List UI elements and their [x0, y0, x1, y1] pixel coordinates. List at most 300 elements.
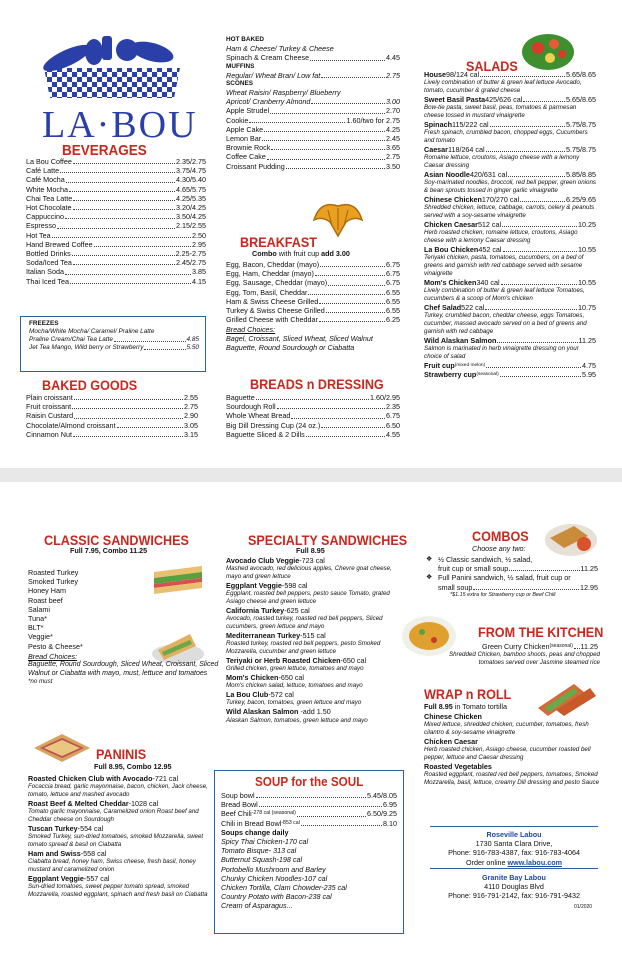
panini-name: Roast Beef & Melted Cheddar: [28, 799, 129, 809]
specialty-desc: Grilled chicken, green lettuce, tomatoes and mayo: [226, 665, 364, 673]
soup-box: [214, 770, 404, 934]
specialty-cal: -572 cal: [268, 690, 294, 700]
dot-leader: [72, 402, 183, 409]
soup-name: Bread Bowl: [221, 800, 258, 810]
salad-price: 5.75/8.75: [566, 145, 596, 155]
menu-item-row: [26, 258, 206, 267]
item-name: Baguette: [226, 393, 255, 402]
panini-heading: [28, 799, 212, 808]
salad-cal: (seasonal): [476, 372, 499, 378]
specialty-heading: [226, 631, 408, 640]
breakfast-title: BREAKFAST: [240, 234, 318, 250]
specialty-subtitle: Full 8.95: [296, 546, 325, 555]
menu-item-row: [226, 162, 400, 171]
salad-desc: Salmon is marinated in herb vinaigrette dressing on your choice of salad: [424, 345, 579, 361]
item-price: 2.75: [184, 402, 198, 412]
soup-daily-item: Portobello Mushroom and Barley: [221, 864, 326, 874]
dot-leader: [320, 260, 385, 267]
item-name: Turkey & Swiss Cheese Grilled: [226, 306, 325, 316]
item-price: 2.95: [192, 239, 206, 249]
salad-row: [424, 145, 596, 154]
menu-item-row: [26, 430, 198, 439]
item-price: 6.50: [386, 420, 400, 430]
menu-item-row: [26, 402, 198, 411]
item-price: 2.45/2.75: [176, 258, 206, 268]
breakfast-bread: [226, 325, 406, 353]
item-name: Thai Iced Tea: [26, 276, 70, 286]
menu-item-row: [226, 430, 400, 439]
menu-item-row: [226, 393, 400, 402]
soup-daily-item: Chicken Tortilla, Clam Chowder-235 cal: [221, 883, 347, 893]
item-name: Coffee Cake: [226, 152, 266, 162]
salad-row: [424, 70, 596, 79]
hot-baked-line2: Spinach & Cream Cheese 4.45: [226, 53, 400, 63]
dot-leader: [486, 361, 581, 368]
combos-options: [426, 555, 598, 600]
dot-leader: [503, 245, 577, 252]
menu-item-row: [26, 277, 206, 286]
dot-leader: [72, 249, 175, 256]
item-name: Hot Tea: [26, 230, 51, 240]
panini-photo-icon: [32, 730, 92, 766]
item-price: 4.55: [386, 429, 400, 439]
item-price: 4.30/5.40: [176, 175, 206, 185]
breakfast-bread-line1: Bagel, Croissant, Sliced Wheat, Sliced Walnut: [226, 334, 373, 344]
item-name: Hand Brewed Coffee: [26, 239, 93, 249]
salad-desc: Lively combination of butter & green leaf lettuce Avocado, tomato, cucumber & grated cheese: [424, 79, 582, 95]
kitchen-item: Green Curry Chicken (seasonal) 11.25: [482, 642, 598, 651]
salad-desc: Bow-tie pasta, sweet basil, peas, tomatoes & parmesan cheese tossed in mustard vinaigrette: [424, 104, 577, 120]
classic-bread: [28, 652, 228, 686]
dot-leader: [301, 819, 382, 826]
salad-row: [424, 303, 596, 312]
classic-note: *no must: [28, 678, 53, 686]
wrap-desc: Herb roasted chicken, Asiago cheese, cucumber roasted bell pepper, lettuce and Caesar dressing: [424, 746, 591, 762]
breads-title: BREADS n DRESSING: [250, 376, 384, 392]
panini-desc: Sun-dried tomatoes, sweet pepper tomato spread, smoked Mozzarella, roasted eggplant, spinach and fresh basil on Ciabatta: [28, 883, 208, 899]
breads-list: [226, 393, 400, 439]
soup-row: [221, 800, 397, 809]
salads-title: SALADS: [466, 58, 518, 74]
salad-name: Chef Salad: [424, 303, 462, 313]
salad-cal: 340 cal: [476, 278, 500, 288]
classic-item: Roast beef: [28, 595, 63, 605]
dot-leader: [70, 277, 191, 284]
dot-leader: [73, 258, 175, 265]
breakfast-list: [226, 260, 400, 324]
salad-row: [424, 195, 596, 204]
salad-name: Fruit cup: [424, 360, 455, 370]
wrap-name: Roasted Vegetables: [424, 762, 492, 772]
salad-name: Sweet Basil Pasta: [424, 95, 486, 105]
salad-photo-icon: [520, 22, 576, 72]
menu-item-row: [26, 203, 206, 212]
freezes-line2: Praline Cream/Chai Tea Latte 4.85: [29, 336, 199, 344]
item-price: 4.25/5.35: [176, 193, 206, 203]
dot-leader: [490, 120, 565, 127]
freezes-box: [20, 316, 206, 372]
specialty-name: Avocado Club Veggie: [226, 556, 300, 565]
item-name: Croissant Pudding: [226, 161, 285, 171]
item-name: Hot Chocolate: [26, 203, 72, 213]
dot-leader: [501, 278, 577, 285]
breakfast-bread-title: Bread Choices:: [226, 325, 276, 334]
item-name: Cappuccino: [26, 212, 64, 222]
item-name: Baguette Sliced & 2 Dills: [226, 429, 305, 439]
specialty-heading: [226, 606, 408, 615]
scones-title: SCONES: [226, 79, 253, 87]
freezes-line1: Mocha/White Mocha/ Caramel/ Praline Latte: [29, 328, 155, 336]
wrap-desc: Roasted eggplant, roasted red bell peppers, tomatoes, Smoked Mozzarella, basil, lettuce, creamy Dill dressing and pesto Sauce: [424, 771, 600, 787]
hot-baked-list: [226, 106, 400, 170]
roseville-phone: Phone: 916-783-4387, fax: 916-783-4064: [448, 848, 580, 858]
dot-leader: [271, 143, 385, 150]
item-price: 3.50: [386, 161, 400, 171]
specialty-heading: [226, 690, 408, 699]
menu-item-row: [226, 315, 400, 324]
menu-date: 01/2020: [574, 904, 593, 910]
item-name: Italian Soda: [26, 267, 64, 277]
item-name: Café Mocha: [26, 175, 65, 185]
combo-option-2: ❖ Full Panini sandwich, ½ salad, fruit cup or: [426, 573, 571, 583]
item-name: Chai Tea Latte: [26, 193, 73, 203]
menu-item-row: [26, 267, 206, 276]
soup-note: -853 cal: [281, 819, 300, 826]
dot-leader: [256, 393, 369, 400]
salad-name: Chinese Chicken: [424, 195, 482, 205]
classic-bread-title: Bread Choices:: [28, 652, 78, 661]
item-name: Raisin Custard: [26, 411, 74, 421]
dot-leader: [520, 195, 565, 202]
menu-item-row: [226, 288, 400, 297]
item-price: 2.70: [386, 106, 400, 116]
salad-row: [424, 220, 596, 229]
classic-item: Tuna*: [28, 614, 47, 624]
dot-leader: [486, 145, 565, 152]
menu-item-row: [226, 278, 400, 287]
panini-heading: [28, 824, 212, 833]
classic-list: [28, 568, 148, 651]
specialty-name: La Bou Club: [226, 690, 269, 700]
salad-price: 5.85/8.85: [566, 170, 596, 180]
item-name: Big Dill Dressing Cup (24 oz.): [226, 420, 321, 430]
menu-item-row: [26, 393, 198, 402]
specialty-name: Mom's Chicken: [226, 673, 279, 683]
item-name: Café Latte: [26, 166, 60, 176]
item-name: Grilled Cheese with Cheddar: [226, 315, 318, 325]
dot-leader: [52, 231, 191, 238]
granite-phone: Phone: 916-791-2142, fax: 916-791-9432: [448, 891, 580, 901]
dot-leader: [321, 421, 385, 428]
salad-desc: Soy-marinated noodles, broccoli, red bell pepper, green onions & bean sprouts tossed in ginger garlic vinaigrette: [424, 179, 596, 195]
dot-leader: [291, 411, 385, 418]
order-online: Order online www.labou.com: [465, 857, 562, 867]
combo-option-1-price: fruit cup or small soup 11.25: [438, 564, 598, 574]
wrap-list: [424, 712, 600, 787]
salad-price: 5.65/8.65: [566, 70, 596, 79]
dot-leader: [73, 194, 175, 201]
classic-title: CLASSIC SANDWICHES: [44, 532, 189, 548]
combos-title: COMBOS: [472, 528, 529, 544]
classic-item: Smoked Turkey: [28, 577, 78, 587]
item-name: La Bou Coffee: [26, 157, 72, 166]
soup-name: Chili in Bread Bowl: [221, 818, 282, 828]
item-name: Egg, Tom, Basil, Cheddar: [226, 287, 308, 297]
menu-item-row: [26, 185, 206, 194]
salad-desc: Turkey, crumbled bacon, cheddar cheese, eggs Tomatoes, cucumber, massed avocado served on a bed of greens and garnish with red cabbage: [424, 312, 587, 336]
item-name: Ham & Swiss Cheese Grilled: [226, 296, 319, 306]
item-name: Fruit croissant: [26, 402, 72, 412]
salad-price: 10.25: [578, 220, 596, 230]
soup-price: 5.45/8.05: [367, 791, 397, 800]
panini-desc: Smoked Turkey, sun-dried tomatoes, smoked Mozzarella, sweet tomato spread & basil on Ciabatta: [28, 833, 204, 849]
salad-price: 4.75: [582, 360, 596, 370]
menu-item-row: [226, 411, 400, 420]
specialty-desc: Mom's chicken salad, lettuce, tomatoes and mayo: [226, 682, 363, 690]
soup-price: 6.50/9.25: [367, 809, 397, 819]
item-price: 2.35/2.75: [176, 157, 206, 166]
salad-cal: 512 cal: [477, 220, 502, 230]
item-price: 6.75: [386, 260, 400, 269]
dot-leader: [60, 166, 175, 173]
dot-leader: [326, 306, 385, 313]
classic-item: Pesto & Cheese*: [28, 641, 83, 651]
menu-item-row: [226, 421, 400, 430]
salad-cal: 522 cal: [461, 303, 485, 313]
wrap-title: WRAP n ROLL: [424, 686, 512, 702]
freezes-title: FREEZES: [29, 320, 59, 327]
dot-leader: [523, 95, 565, 102]
salad-desc: Romaine lettuce, croutons, Asiago cheese with a lemony Caesar dressing: [424, 154, 580, 170]
dot-leader: [117, 421, 184, 428]
dot-leader: [319, 315, 385, 322]
specialty-title: SPECIALTY SANDWICHES: [248, 532, 408, 548]
item-price: 3.50/4.25: [176, 212, 206, 222]
beverages-title: BEVERAGES: [62, 142, 147, 159]
dot-leader: [256, 791, 366, 798]
menu-item-row: [226, 116, 400, 125]
dot-leader: [57, 221, 175, 228]
dot-leader: [65, 212, 175, 219]
soup-daily-item: Country Potato with Bacon-238 cal: [221, 892, 332, 902]
salad-row: [424, 361, 596, 370]
page-divider: [0, 468, 622, 482]
menu-item-row: [26, 411, 198, 420]
classic-item: Roasted Turkey: [28, 568, 79, 577]
specialty-heading: [226, 581, 408, 590]
item-price: 6.55: [386, 306, 400, 316]
soup-row: [221, 791, 397, 800]
salad-price: 5.65/8.65: [566, 95, 596, 105]
combos-note: *$1.15 extra for Strawberry cup or Beef Chili: [450, 591, 556, 598]
dot-leader: [264, 125, 385, 132]
paninis-title: PANINIS: [96, 746, 147, 762]
item-name: Chocolate/Almond croissant: [26, 420, 116, 430]
dot-leader: [485, 303, 577, 310]
item-price: 6.55: [386, 296, 400, 306]
granite-bay: [414, 873, 614, 901]
soup-name: Soup bowl: [221, 791, 255, 800]
menu-item-row: [26, 212, 206, 221]
dot-leader: [66, 175, 175, 182]
dot-leader: [73, 203, 175, 210]
dot-leader: [94, 240, 191, 247]
dot-leader: [270, 106, 385, 113]
freezes-line3: Jet Tea Mango, Wild berry or Strawberry 5.50: [29, 344, 199, 352]
salad-desc: Shredded chicken, lettuce, cabbage, carrots, celery & peanuts served with a soy-sesame vinaigrette: [424, 204, 595, 220]
soup-list: [221, 791, 397, 828]
soup-daily-item: Tomato Bisque- 313 cal: [221, 846, 297, 856]
item-price: 2.55: [184, 393, 198, 402]
soup-title: SOUP for the SOUL: [255, 774, 364, 789]
panini-name: Tuscan Turkey: [28, 824, 78, 834]
soup-row: [221, 809, 397, 818]
dot-leader: [249, 116, 345, 123]
soup-daily-item: Spicy Thai Chicken-170 cal: [221, 837, 309, 847]
salad-name: Mom's Chicken: [424, 278, 477, 288]
salad-name: Wild Alaskan Salmon: [424, 335, 497, 345]
salad-desc: Lively combination of butter & green leaf lettuce Tomatoes, cucumbers & a scoop of Mom's chicken: [424, 287, 585, 303]
item-price: 2.90: [184, 411, 198, 421]
roseville-address: 1730 Santa Clara Drive,: [475, 839, 553, 849]
dot-leader: [319, 297, 385, 304]
specialty-list: [226, 556, 408, 725]
salad-cal: 420/631 cal: [469, 170, 508, 180]
specialty-desc: Mashed avocado, red delicious apples, Chevre goat cheese, mayo and green lettuce: [226, 565, 392, 581]
breakfast-subtitle: Combo with fruit cup add 3.00: [252, 249, 350, 258]
item-price: 3.15: [184, 429, 198, 439]
specialty-desc: Roasted turkey, roasted red bell peppers, pesto Smoked Mozzarella, cucumber and green lettuce: [226, 640, 381, 656]
specialty-name: Mediterranean Turkey: [226, 631, 301, 641]
salad-desc: Herb roasted chicken, romaine lettuce, croutons, Asiago cheese with a lemony Caesar dressing: [424, 229, 578, 245]
dot-leader: [73, 430, 183, 437]
salad-cal: 425/626 cal: [485, 95, 523, 105]
salad-cal: 170/270 cal: [481, 195, 520, 205]
soup-daily-item: Chunky Chicken Noodles-107 cal: [221, 873, 328, 883]
paninis-list: [28, 774, 212, 899]
specialty-heading: [226, 656, 408, 665]
classic-bread-desc: Baguette, Round Sourdough, Sliced Wheat, Croissant, Sliced Walnut or Ciabatta with mayo, must, lettuce and tomatoes: [28, 661, 219, 677]
dot-leader: [286, 162, 385, 169]
specialty-cal: -723 cal: [299, 556, 325, 565]
item-price: 4.25: [386, 124, 400, 134]
menu-item-row: [26, 421, 198, 430]
item-price: 3.65: [386, 143, 400, 153]
item-name: Espresso: [26, 221, 56, 231]
classic-subtitle: Full 7.95, Combo 11.25: [70, 546, 148, 555]
item-price: 6.55: [386, 287, 400, 297]
salad-row: [424, 336, 596, 345]
menu-item-row: [26, 231, 206, 240]
soup-note: -278 cal (seasonal): [251, 810, 296, 817]
specialty-cal: -add 1.50: [298, 707, 331, 717]
classic-item: Veggie*: [28, 632, 53, 642]
item-price: 3.75/4.75: [176, 166, 206, 176]
menu-item-row: [226, 306, 400, 315]
item-price: 3.20/4.25: [176, 203, 206, 213]
scones-line1: Wheat Raisin/ Raspberry/ Blueberry: [226, 87, 341, 97]
item-price: 1.60/2.95: [370, 393, 400, 402]
panini-cal: -721 cal: [152, 774, 179, 783]
menu-item-row: [226, 152, 400, 161]
item-name: Brownie Rock: [226, 143, 271, 153]
item-price: 6.75: [386, 278, 400, 288]
item-price: 6.25: [386, 315, 400, 325]
dot-leader: [277, 402, 385, 409]
panini-cal: -554 cal: [77, 824, 104, 834]
dot-leader: [315, 269, 385, 276]
beverages-list: [26, 157, 206, 286]
wrap-name: Chinese Chicken: [424, 712, 482, 721]
menu-item-row: [26, 249, 206, 258]
salad-desc: Teriyaki chicken, pasta, tomatoes, cucumbers, on a bed of greens and garnish with red cabbage served with sesame vinaigrette: [424, 254, 584, 278]
menu-item-row: [226, 125, 400, 134]
muffins-title: MUFFINS: [226, 62, 255, 70]
dot-leader: [306, 430, 385, 437]
item-name: Sourdough Roll: [226, 402, 276, 412]
dot-leader: [500, 370, 581, 377]
salad-price: 5.75/8.75: [566, 120, 596, 130]
salad-name: Spinach: [424, 120, 452, 130]
specialty-heading: [226, 556, 408, 565]
menu-item-row: [226, 297, 400, 306]
dot-leader: [262, 134, 385, 141]
item-name: Apple Strudel: [226, 106, 270, 116]
panini-cal: -1028 cal: [128, 799, 159, 809]
panini-name: Ham and Swiss: [28, 849, 81, 859]
salad-row: [424, 245, 596, 254]
item-name: Apple Cake: [226, 124, 264, 134]
dot-leader: [69, 185, 175, 192]
menu-item-row: [226, 402, 400, 411]
soup-row: [221, 819, 397, 828]
dot-leader: [297, 809, 366, 816]
dot-leader: [508, 170, 565, 177]
panini-desc: Focaccia bread, garlic mayonnaise, bacon, chicken, Jack cheese, tomato, lettuce and mashed avocado: [28, 783, 208, 799]
combos-subtitle: Choose any two:: [472, 544, 526, 553]
website-link[interactable]: www.labou.com: [507, 857, 562, 867]
dot-leader: [65, 267, 191, 274]
soup-name: Beef Chili: [221, 809, 252, 819]
soup-daily-title: Soups change daily: [221, 827, 289, 837]
salad-price: 6.25/9.65: [566, 195, 596, 205]
panini-heading: [28, 874, 212, 883]
item-name: Lemon Bar: [226, 133, 262, 143]
menu-item-row: [26, 194, 206, 203]
item-name: Egg, Bacon, Cheddar (mayo): [226, 260, 320, 269]
specialty-cal: -650 cal: [340, 656, 367, 666]
salad-price: 11.25: [578, 335, 596, 345]
muffins-row: Regular/ Wheat Bran/ Low fat 2.75: [226, 70, 400, 80]
item-price: 2.50: [192, 230, 206, 240]
breakfast-bread-line2: Baguette, Round Sourdough or Ciabatta: [226, 343, 355, 353]
menu-item-row: [26, 166, 206, 175]
salad-price: 10.55: [578, 245, 596, 255]
specialty-desc: Avocado, roasted turkey, roasted red bell peppers, Sliced cucumbers, green lettuce and mayo: [226, 615, 383, 631]
salad-price: 5.95: [582, 370, 596, 380]
soup-price: 8.10: [383, 818, 397, 828]
wrap-name: Chicken Caesar: [424, 737, 478, 747]
specialty-heading: [226, 673, 408, 682]
item-price: 2.75: [386, 152, 400, 162]
menu-item-row: [226, 260, 400, 269]
specialty-desc: Turkey, bacon, tomatoes, green lettuce and mayo: [226, 699, 362, 707]
salad-row: [424, 278, 596, 287]
granite-address: 4110 Douglas Blvd: [484, 882, 544, 892]
salad-cal: (mixed melon): [454, 362, 486, 368]
item-name: White Mocha: [26, 184, 68, 194]
dot-leader: [73, 157, 175, 164]
